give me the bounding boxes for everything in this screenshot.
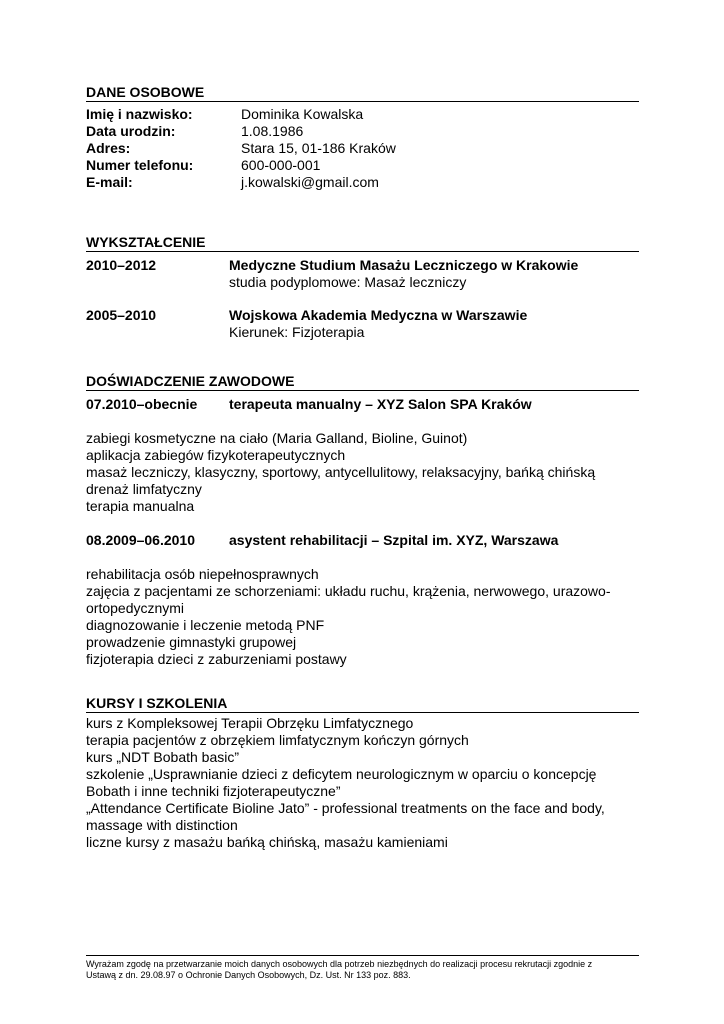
duty-line: fizjoterapia dzieci z zaburzeniami postawy xyxy=(86,651,347,667)
education-section xyxy=(86,234,639,341)
gdpr-consent-footer xyxy=(86,955,639,981)
job-position: asystent rehabilitacji – Szpital im. XYZ, Warszawa xyxy=(229,532,559,548)
job-duties xyxy=(86,566,639,668)
course-line: massage with distinction xyxy=(86,817,238,833)
education-school: Medyczne Studium Masażu Leczniczego w Krakowie xyxy=(229,257,579,273)
duty-line: ortopedycznymi xyxy=(86,600,185,616)
courses-list xyxy=(86,715,639,851)
education-entry xyxy=(86,307,639,341)
course-line: „Attendance Certificate Bioline Jato” - professional treatments on the face and body, xyxy=(86,800,605,816)
education-dates: 2005–2010 xyxy=(86,307,157,323)
duty-line: terapia manualna xyxy=(86,498,195,514)
duty-line: zajęcia z pacjentami ze schorzeniami: układu ruchu, krążenia, nerwowego, urazowo- xyxy=(86,583,611,599)
course-line: kurs „NDT Bobath basic” xyxy=(86,749,240,765)
duty-line: prowadzenie gimnastyki grupowej xyxy=(86,634,297,650)
duty-line: zabiegi kosmetyczne na ciało (Maria Galland, Bioline, Guinot) xyxy=(86,430,468,446)
course-line: Bobath i inne techniki fizjoterapeutyczne” xyxy=(86,783,341,799)
personal-row-phone xyxy=(86,157,639,174)
course-line: szkolenie „Usprawnianie dzieci z deficytem neurologicznym w oparciu o koncepcję xyxy=(86,766,597,782)
email-label: E-mail: xyxy=(86,174,133,190)
address-label: Adres: xyxy=(86,140,131,156)
duty-line: diagnozowanie i leczenie metodą PNF xyxy=(86,617,325,633)
personal-row-email xyxy=(86,174,639,191)
experience-title: DOŚWIADCZENIE ZAWODOWE xyxy=(86,373,639,391)
education-title: WYKSZTAŁCENIE xyxy=(86,234,639,252)
duty-line: rehabilitacja osób niepełnosprawnych xyxy=(86,566,319,582)
job-header xyxy=(86,396,639,413)
course-line: terapia pacjentów z obrzękiem limfatycznym kończyn górnych xyxy=(86,732,469,748)
birth-value: 1.08.1986 xyxy=(241,123,304,139)
job-dates: 07.2010–obecnie xyxy=(86,396,198,412)
courses-title: KURSY I SZKOLENIA xyxy=(86,695,639,713)
education-detail: studia podyplomowe: Masaż leczniczy xyxy=(229,274,467,290)
personal-title: DANE OSOBOWE xyxy=(86,84,639,102)
personal-row-name xyxy=(86,106,639,123)
birth-label: Data urodzin: xyxy=(86,123,176,139)
job-position: terapeuta manualny – XYZ Salon SPA Kraków xyxy=(229,396,532,412)
personal-section xyxy=(86,84,639,191)
duty-line: aplikacja zabiegów fizykoterapeutycznych xyxy=(86,447,346,463)
course-line: liczne kursy z masażu bańką chińską, masażu kamieniami xyxy=(86,834,448,850)
duty-line: drenaż limfatyczny xyxy=(86,481,202,497)
address-value: Stara 15, 01-186 Kraków xyxy=(241,140,396,156)
education-school: Wojskowa Akademia Medyczna w Warszawie xyxy=(229,307,528,323)
footer-line: Ustawą z dn. 29.08.97 o Ochronie Danych Osobowych, Dz. Ust. Nr 133 poz. 883. xyxy=(86,970,411,980)
email-value: j.kowalski@gmail.com xyxy=(241,174,379,190)
personal-row-birth xyxy=(86,123,639,140)
personal-row-address xyxy=(86,140,639,157)
education-detail: Kierunek: Fizjoterapia xyxy=(229,324,365,340)
education-entry xyxy=(86,257,639,291)
courses-section xyxy=(86,695,639,851)
education-dates: 2010–2012 xyxy=(86,257,157,273)
phone-label: Numer telefonu: xyxy=(86,157,194,173)
footer-line: Wyrażam zgodę na przetwarzanie moich danych osobowych dla potrzeb niezbędnych do realizacji procesu rekrutacji zgodnie z xyxy=(86,959,593,969)
duty-line: masaż leczniczy, klasyczny, sportowy, antycellulitowy, relaksacyjny, bańką chińską xyxy=(86,464,596,480)
name-label: Imię i nazwisko: xyxy=(86,106,193,122)
experience-section xyxy=(86,373,639,668)
course-line: kurs z Kompleksowej Terapii Obrzęku Limfatycznego xyxy=(86,715,414,731)
name-value: Dominika Kowalska xyxy=(241,106,364,122)
job-duties xyxy=(86,430,639,515)
job-dates: 08.2009–06.2010 xyxy=(86,532,195,548)
job-header xyxy=(86,532,639,549)
phone-value: 600-000-001 xyxy=(241,157,321,173)
